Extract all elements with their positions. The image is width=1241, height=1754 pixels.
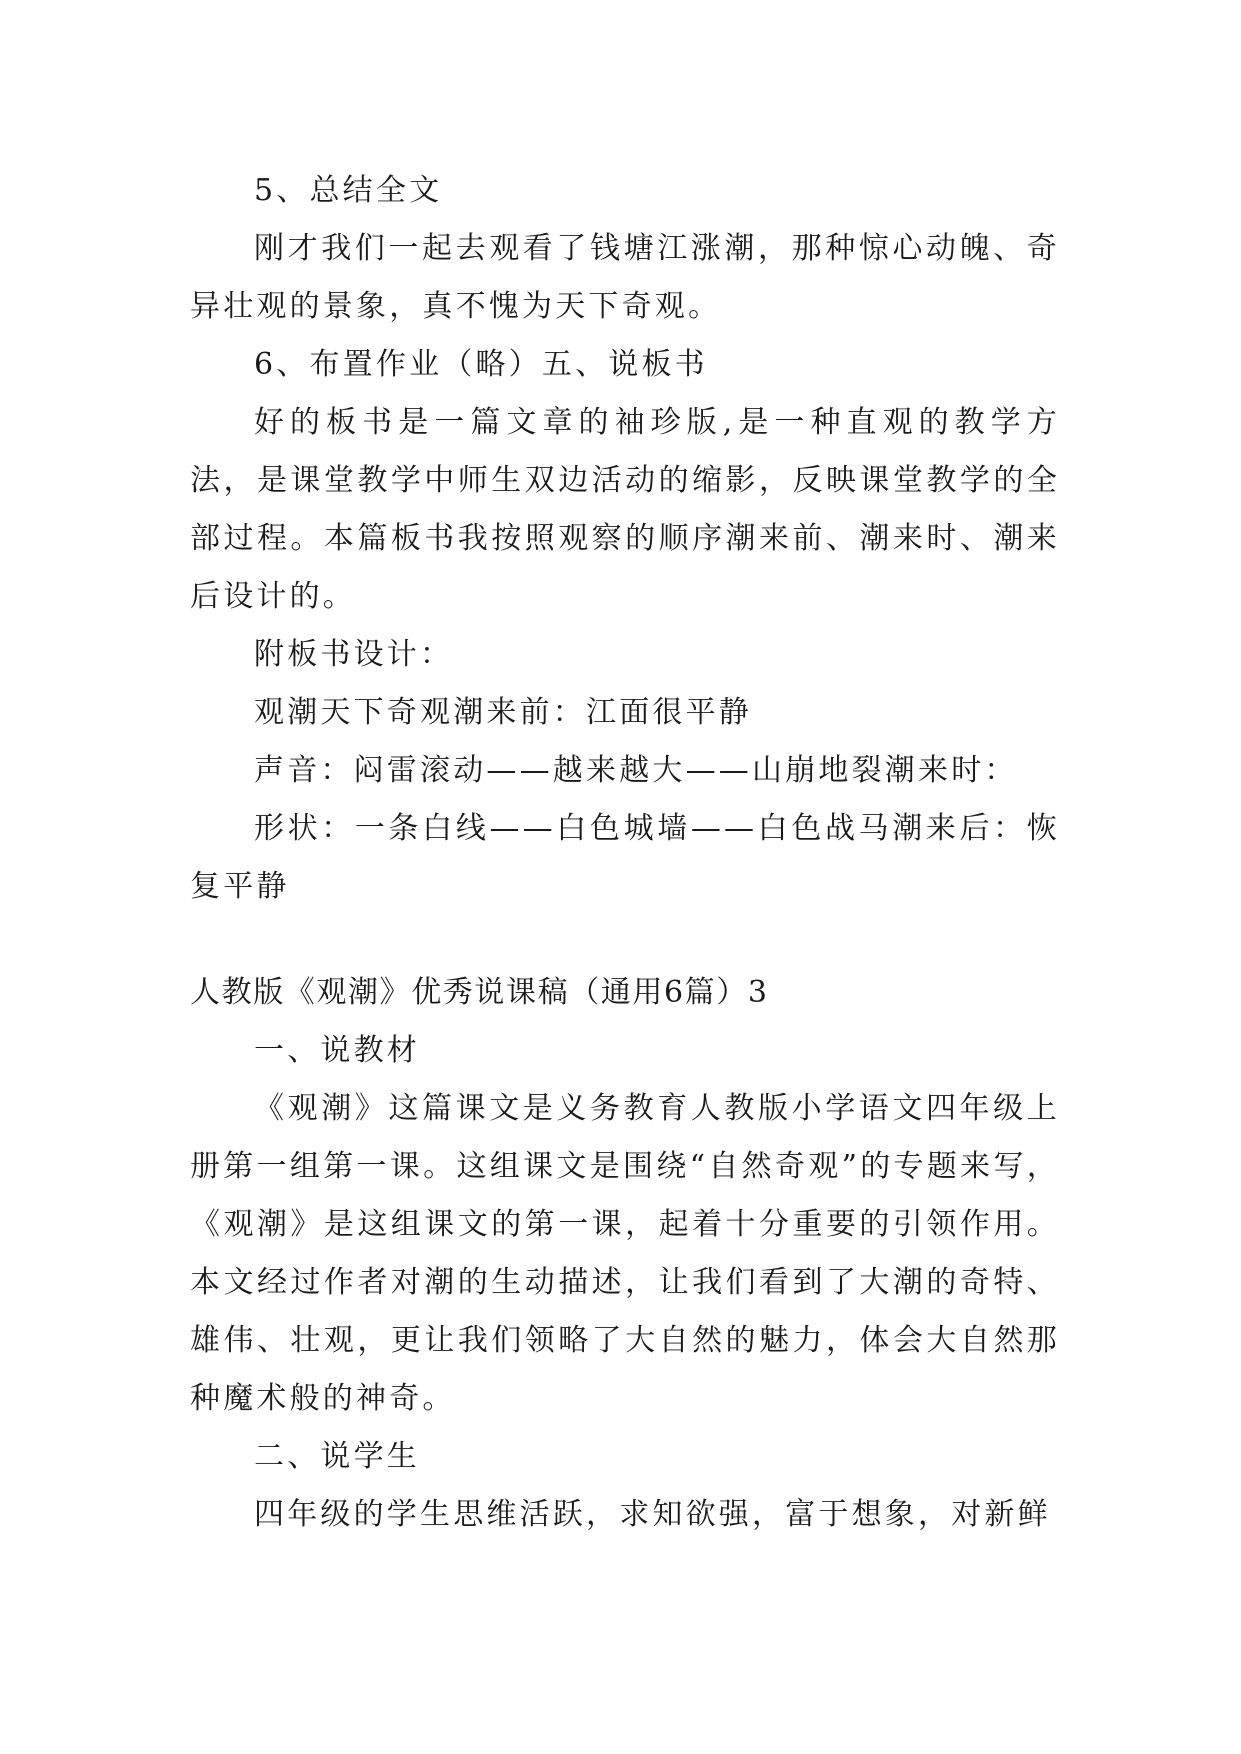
board-design-line: 形状：一条白线——白色城墙——白色战马潮来后：恢复平静 bbox=[190, 811, 1060, 904]
section-heading: 二、说学生 bbox=[254, 1439, 420, 1474]
document-body bbox=[190, 162, 1060, 1544]
paragraph: 刚才我们一起去观看了钱塘江涨潮，那种惊心动魄、奇异壮观的景象，真不愧为天下奇观。 bbox=[190, 231, 1060, 324]
step-heading: 6、布置作业（略）五、说板书 bbox=[254, 347, 708, 382]
board-design-line: 声音：闷雷滚动——越来越大——山崩地裂潮来时： bbox=[254, 753, 1018, 788]
paragraph: 好的板书是一篇文章的袖珍版,是一种直观的教学方法，是课堂教学中师生双边活动的缩影，反映课堂教学的全部过程。本篇板书我按照观察的顺序潮来前、潮来时、潮来后设计的。 bbox=[190, 405, 1060, 614]
section-heading: 一、说教材 bbox=[254, 1033, 420, 1068]
section-title: 人教版《观潮》优秀说课稿（通用6篇）3 bbox=[190, 975, 769, 1010]
board-design-line: 观潮天下奇观潮来前：江面很平静 bbox=[254, 695, 752, 730]
paragraph: 附板书设计： bbox=[254, 637, 454, 672]
step-heading: 5、总结全文 bbox=[254, 173, 443, 208]
paragraph: 《观潮》这篇课文是义务教育人教版小学语文四年级上册第一组第一课。这组课文是围绕“自然奇观”的专题来写，《观潮》是这组课文的第一课，起着十分重要的引领作用。本文经过作者对潮的生动描述，让我们看到了大潮的奇特、雄伟、壮观，更让我们领略了大自然的魅力，体会大自然那种魔术般的神奇。 bbox=[190, 1091, 1060, 1416]
paragraph: 四年级的学生思维活跃，求知欲强，富于想象，对新鲜 bbox=[254, 1497, 1051, 1532]
